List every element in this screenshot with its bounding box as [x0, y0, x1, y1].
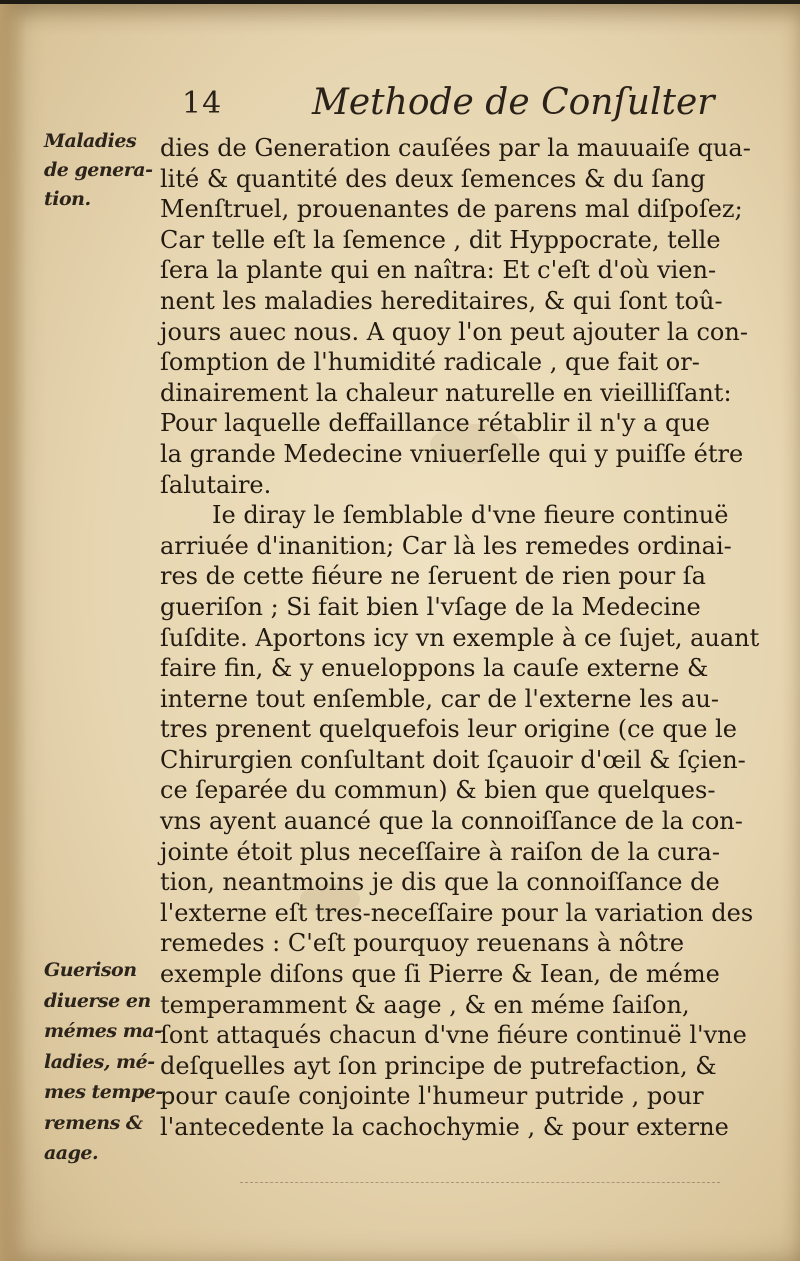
text-line: nent les maladies hereditaires, & qui ſont toû- — [160, 286, 723, 315]
catchword-rule — [240, 1182, 720, 1184]
text-line: ſomption de l'humidité radicale , que fait or- — [160, 348, 700, 377]
text-line: Menſtruel, prouenantes de parens mal diſpoſez; — [160, 195, 743, 224]
text-line: ſera la plante qui en naîtra: Et c'eſt d'où vien- — [160, 256, 717, 285]
margin-note-line: mes tempe- — [44, 1081, 163, 1103]
text-line: dies de Generation cauſées par la mauuaiſe qua- — [160, 134, 751, 162]
text-line: exemple diſons que ſi Pierre & Iean, de méme — [160, 960, 720, 989]
text-line: Pour laquelle deffaillance rétablir il n'y a que — [160, 409, 710, 438]
text-line: res de cette fiéure ne ſeruent de rien pour ſa — [160, 562, 706, 591]
margin-note-line: mémes ma- — [44, 1020, 162, 1042]
text-line: arriuée d'inanition; Car là les remedes ordinai- — [160, 531, 732, 560]
text-line: Chirurgien conſultant doit ſçauoir d'œil & ſçien- — [160, 745, 746, 774]
text-line: tion, neantmoins je dis que la connoiſſance de — [160, 868, 720, 897]
text-line: la grande Medecine vniuerſelle qui y puiſſe étre — [160, 439, 744, 468]
margin-note-line: diuerse en — [44, 989, 151, 1012]
body-text — [160, 133, 760, 1143]
margin-note-line: ladies, mé- — [44, 1050, 155, 1073]
margin-note-maladies — [44, 127, 162, 214]
margin-note-line: remens & — [44, 1111, 143, 1134]
text-line: lité & quantité des deux ſemences & du ſang — [160, 164, 706, 193]
margin-note-line: Maladies — [44, 130, 137, 152]
text-line: faire fin, & y enueloppons la cauſe externe & — [160, 654, 709, 683]
text-line: ce ſeparée du commun) & bien que quelques- — [160, 776, 716, 805]
text-line: temperamment & aage , & en méme ſaiſon, — [160, 990, 690, 1019]
text-line: interne tout enſemble, car de l'externe les au- — [160, 684, 719, 713]
text-line: l'antecedente la cachochymie , & pour externe — [160, 1113, 729, 1141]
text-line: gueriſon ; Si fait bien l'vſage de la Medecine — [160, 592, 701, 621]
text-line: pour cauſe conjointe l'humeur putride , pour — [160, 1082, 704, 1111]
text-line: remedes : C'eſt pourquoy reuenans à nôtre — [160, 929, 685, 958]
text-line: jours auec nous. A quoy l'on peut ajouter la con- — [160, 317, 748, 346]
margin-note-line: de genera- — [44, 159, 153, 181]
margin-note-line: aage. — [44, 1142, 99, 1164]
page-number: 14 — [182, 86, 223, 121]
text-line: ſont attaqués chacun d'vne fiéure continuë l'vne — [160, 1021, 747, 1050]
text-line: deſquelles ayt ſon principe de putrefaction, & — [160, 1051, 717, 1080]
text-line: vns ayent auancé que la connoiſſance de la con- — [160, 807, 743, 836]
text-line: l'externe eſt tres-neceſſaire pour la variation des — [160, 898, 754, 927]
margin-note-line: Guerison — [44, 959, 137, 981]
text-line: tres prenent quelquefois leur origine (ce que le — [160, 715, 737, 744]
text-line: jointe étoit plus neceſſaire à raiſon de la cura- — [160, 837, 720, 866]
running-title: Methode de Conſulter — [312, 82, 715, 123]
text-line: ſuſdite. Aportons icy vn exemple à ce ſujet, auant — [160, 623, 760, 652]
text-line: dinairement la chaleur naturelle en vieilliſſant: — [160, 378, 732, 407]
text-line: Car telle eſt la ſemence , dit Hyppocrate, telle — [160, 225, 721, 254]
margin-note-line: tion. — [44, 188, 91, 210]
text-line: ſalutaire. — [160, 470, 272, 499]
paragraph-start-line: Ie diray le ſemblable d'vne fieure continuë — [212, 501, 729, 530]
margin-note-guerison — [44, 955, 162, 1169]
page-gutter-shadow — [0, 4, 26, 1261]
book-page — [0, 4, 800, 1261]
